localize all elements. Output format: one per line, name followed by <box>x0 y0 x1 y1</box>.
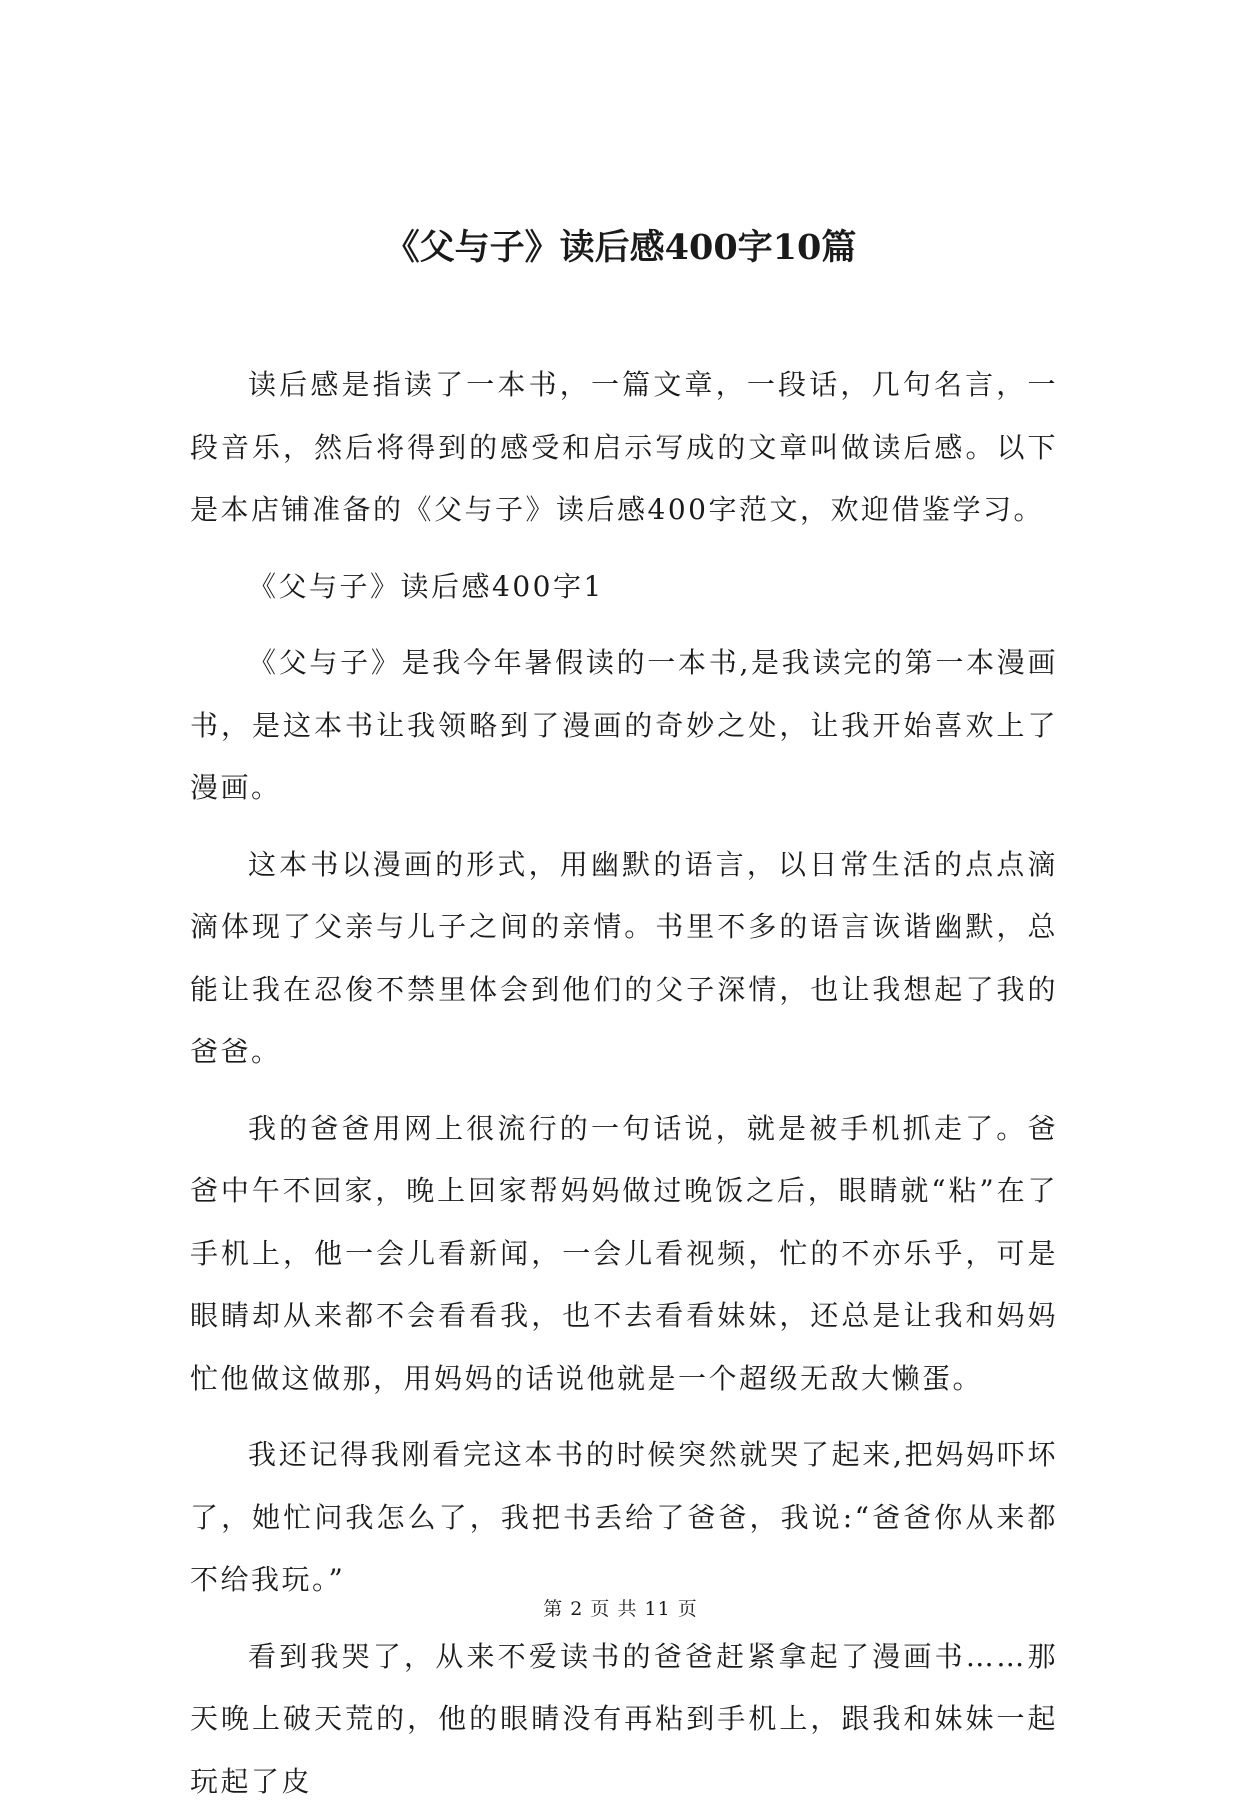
body-paragraph: 看到我哭了，从来不爱读书的爸爸赶紧拿起了漫画书……那天晚上破天荒的，他的眼睛没有再粘到手机上，跟我和妹妹一起玩起了皮 <box>190 1626 1058 1813</box>
section-heading: 《父与子》读后感400字1 <box>190 556 1058 619</box>
document-body <box>190 354 1058 1813</box>
footer-middle: 页 共 <box>590 1598 637 1620</box>
page-number-footer <box>0 1596 1241 1622</box>
body-paragraph: 我还记得我刚看完这本书的时候突然就哭了起来,把妈妈吓坏了，她忙问我怎么了，我把书丢给了爸爸，我说:“爸爸你从来都不给我玩。” <box>190 1424 1058 1612</box>
body-paragraph: 《父与子》是我今年暑假读的一本书,是我读完的第一本漫画书，是这本书让我领略到了漫画的奇妙之处，让我开始喜欢上了漫画。 <box>190 632 1058 820</box>
footer-current-page: 2 <box>570 1598 583 1620</box>
footer-total-pages: 11 <box>645 1598 671 1620</box>
intro-paragraph: 读后感是指读了一本书，一篇文章，一段话，几句名言，一段音乐，然后将得到的感受和启示写成的文章叫做读后感。以下是本店铺准备的《父与子》读后感400字范文，欢迎借鉴学习。 <box>190 354 1058 542</box>
body-paragraph: 我的爸爸用网上很流行的一句话说，就是被手机抓走了。爸爸中午不回家，晚上回家帮妈妈做过晚饭之后，眼睛就“粘”在了手机上，他一会儿看新闻，一会儿看视频，忙的不亦乐乎，可是眼睛却从来都不会看看我，也不去看看妹妹，还总是让我和妈妈忙他做这做那，用妈妈的话说他就是一个超级无敌大懒蛋。 <box>190 1098 1058 1411</box>
footer-suffix: 页 <box>678 1598 698 1620</box>
footer-prefix: 第 <box>543 1598 563 1620</box>
document-title: 《父与子》读后感400字10篇 <box>0 224 1241 272</box>
body-paragraph: 这本书以漫画的形式，用幽默的语言，以日常生活的点点滴滴体现了父亲与儿子之间的亲情。书里不多的语言诙谐幽默，总能让我在忍俊不禁里体会到他们的父子深情，也让我想起了我的爸爸。 <box>190 834 1058 1084</box>
